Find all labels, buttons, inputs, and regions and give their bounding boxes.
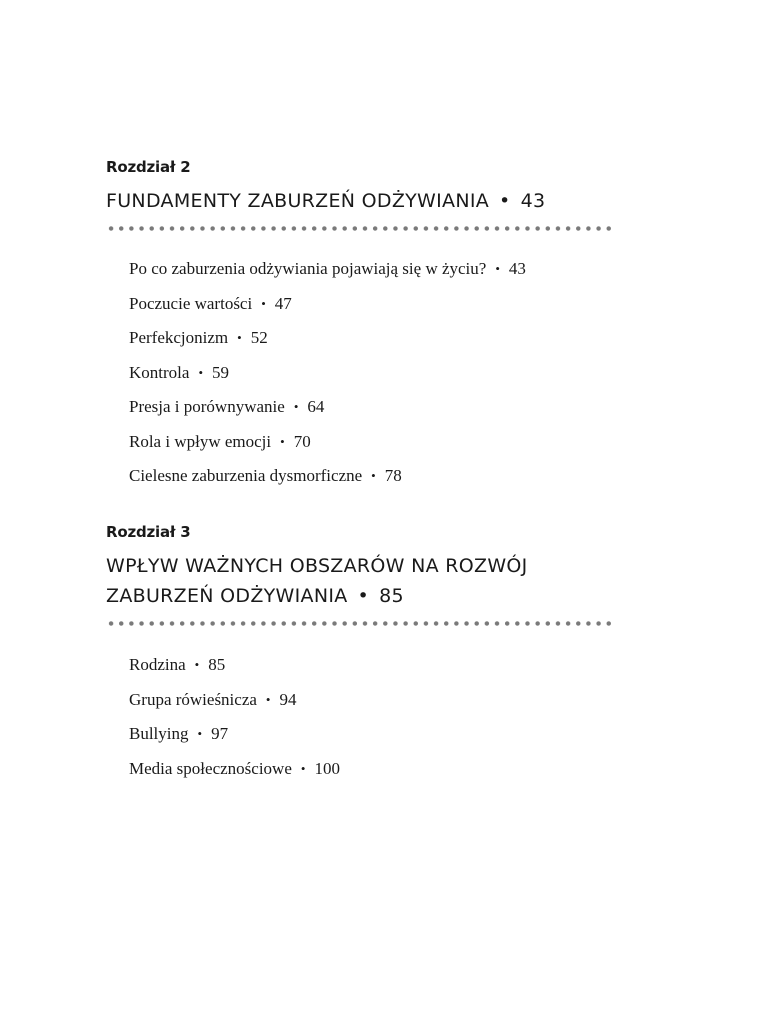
entry-page: 64	[307, 397, 325, 416]
dotted-divider	[106, 621, 616, 626]
entry-page: 78	[384, 466, 402, 485]
separator-dot: •	[197, 726, 203, 741]
entry-title: Rodzina	[129, 655, 186, 674]
chapter-2-entries	[129, 252, 526, 494]
entry-page: 85	[208, 655, 226, 674]
chapter-3-entries	[129, 648, 340, 786]
toc-entry[interactable]	[129, 717, 340, 752]
chapter-page-number: 43	[520, 190, 546, 212]
entry-title: Perfekcjonizm	[129, 328, 229, 347]
chapter-label: Rozdział 2	[106, 158, 191, 176]
separator-dot: •	[293, 399, 299, 414]
chapter-title	[106, 551, 616, 611]
entry-page: 97	[211, 724, 229, 743]
toc-entry[interactable]	[129, 459, 526, 494]
entry-page: 43	[508, 259, 526, 278]
chapter-title-text: WPŁYW WAŻNYCH OBSZARÓW NA ROZWÓJ	[106, 555, 528, 577]
chapter-2-heading	[106, 158, 616, 231]
entry-title: Media społecznościowe	[129, 758, 292, 778]
toc-entry[interactable]	[129, 356, 526, 391]
separator-dot: •	[495, 261, 500, 276]
entry-title: Cielesne zaburzenia dysmorficzne	[129, 466, 363, 485]
toc-entry[interactable]	[129, 390, 526, 425]
entry-page: 94	[279, 689, 297, 709]
entry-title: Kontrola	[129, 362, 190, 382]
entry-title: Po co zaburzenia odżywiania pojawiają się w życiu?	[129, 259, 487, 278]
toc-entry[interactable]	[129, 683, 340, 718]
toc-entry[interactable]	[129, 648, 340, 683]
chapter-label: Rozdział 3	[106, 523, 191, 541]
chapter-title-text: ZABURZEŃ ODŻYWIANIA	[106, 585, 348, 607]
chapter-title	[106, 186, 616, 216]
toc-entry[interactable]	[129, 252, 526, 287]
separator-dot: •	[300, 760, 306, 776]
separator-dot: •	[198, 364, 203, 380]
entry-page: 52	[250, 328, 268, 347]
toc-entry[interactable]	[129, 425, 526, 460]
entry-page: 47	[274, 293, 292, 313]
toc-entry[interactable]	[129, 287, 526, 322]
dotted-divider	[106, 226, 616, 231]
separator-dot: •	[499, 190, 511, 212]
toc-entry[interactable]	[129, 321, 526, 356]
separator-dot: •	[237, 330, 242, 345]
separator-dot: •	[261, 295, 266, 311]
entry-title: Grupa rówieśnicza	[129, 689, 257, 709]
entry-page: 100	[314, 758, 340, 778]
chapter-3-heading	[106, 523, 616, 626]
entry-page: 70	[293, 431, 311, 451]
entry-title: Bullying	[129, 724, 189, 743]
separator-dot: •	[265, 691, 271, 707]
entry-page: 59	[212, 362, 229, 382]
toc-entry[interactable]	[129, 752, 340, 787]
separator-dot: •	[194, 657, 200, 672]
entry-title: Presja i porównywanie	[129, 397, 285, 416]
chapter-title-text: FUNDAMENTY ZABURZEŃ ODŻYWIANIA	[106, 190, 490, 212]
entry-title: Rola i wpływ emocji	[129, 431, 272, 451]
chapter-page-number: 85	[379, 585, 404, 607]
separator-dot: •	[280, 433, 285, 449]
separator-dot: •	[357, 585, 370, 607]
separator-dot: •	[371, 468, 376, 483]
entry-title: Poczucie wartości	[129, 293, 253, 313]
